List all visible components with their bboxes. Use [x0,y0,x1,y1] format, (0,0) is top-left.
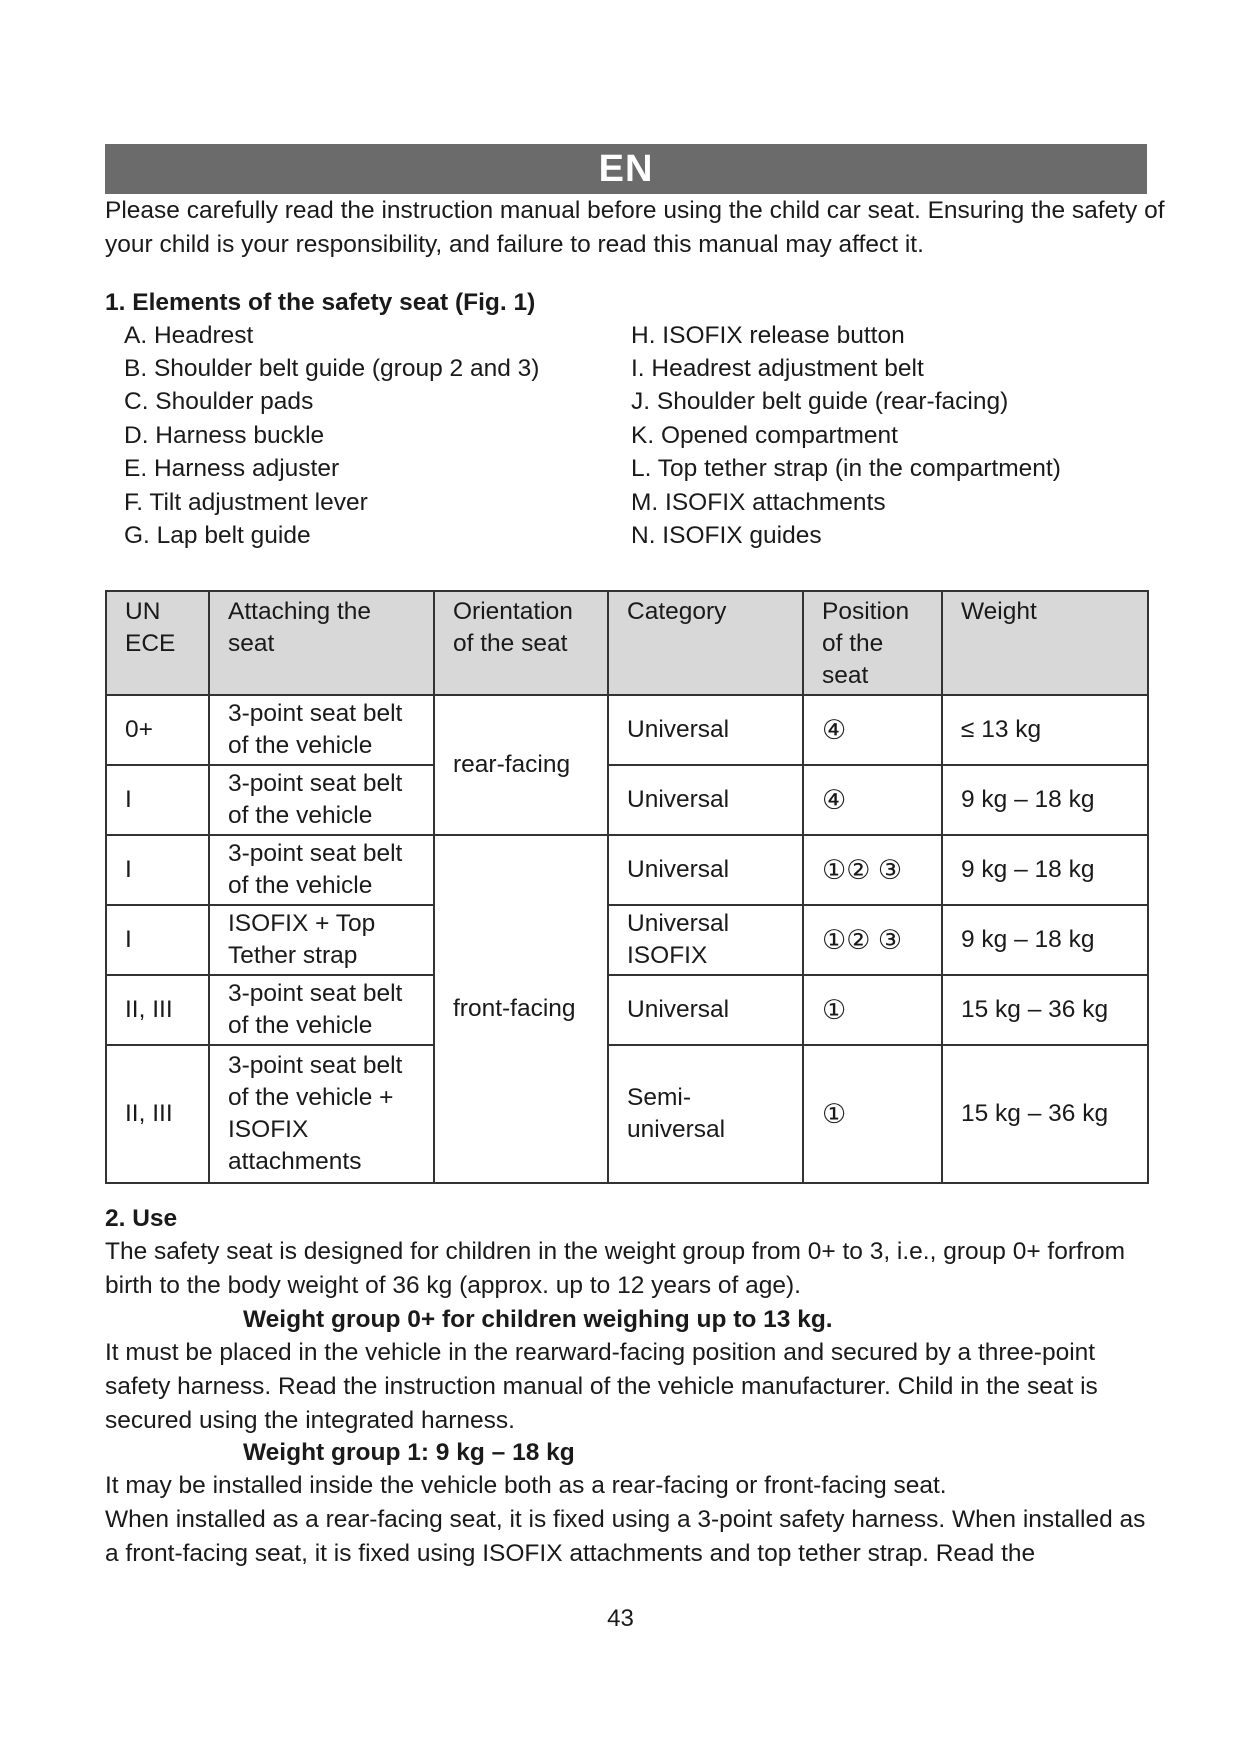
group1-title: Weight group 1: 9 kg – 18 kg [243,1439,575,1466]
page-number: 43 [607,1605,634,1632]
table-row [106,905,1148,975]
table-row [106,835,1148,905]
cell-weight: 9 kg – 18 kg [942,905,1148,975]
cell-weight: ≤ 13 kg [942,695,1148,765]
table-header-row [106,591,1148,695]
element-item: I. Headrest adjustment belt [631,355,924,382]
cell-group: I [106,905,209,975]
element-item: A. Headrest [124,322,254,349]
cell-attach: 3-point seat belt of the vehicle [209,765,434,835]
section2-intro: The safety seat is designed for children in the weight group from 0+ to 3, i.e., group 0+ forfrom birth to the body weight of 36 kg (approx. up to 12 years of age). [105,1238,1126,1299]
group1-text-1: It may be installed inside the vehicle both as a rear-facing or front-facing seat. [105,1472,947,1499]
cell-group: II, III [106,975,209,1045]
header-position: Position of the seat [803,591,942,695]
element-item: J. Shoulder belt guide (rear-facing) [631,388,1009,415]
cell-category: Universal [608,695,803,765]
cell-position: ④ [803,695,942,765]
header-weight: Weight [942,591,1148,695]
section2-title: 2. Use [105,1205,178,1232]
group0-title: Weight group 0+ for children weighing up to 13 kg. [243,1306,833,1333]
cell-category: Universal [608,975,803,1045]
cell-position: ①② ③ [803,835,942,905]
cell-weight: 15 kg – 36 kg [942,1045,1148,1183]
table-row [106,1045,1148,1183]
cell-orientation-front: front-facing [434,835,608,1183]
element-item: F. Tilt adjustment lever [124,489,368,516]
element-item: G. Lap belt guide [124,522,311,549]
cell-category: Semi-universal [608,1045,803,1183]
section1-title: 1. Elements of the safety seat (Fig. 1) [105,289,536,316]
element-item: B. Shoulder belt guide (group 2 and 3) [124,355,540,382]
language-code: EN [598,148,654,190]
element-item: N. ISOFIX guides [631,522,822,549]
cell-weight: 9 kg – 18 kg [942,765,1148,835]
cell-group: 0+ [106,695,209,765]
cell-position: ④ [803,765,942,835]
header-attaching: Attaching the seat [209,591,434,695]
group0-text: It must be placed in the vehicle in the rearward-facing position and secured by a three-point safety harness. Read the instruction manual of the vehicle manufacturer. Child in the seat is secured using the integrated harness. [105,1339,1098,1434]
cell-group: II, III [106,1045,209,1183]
element-item: H. ISOFIX release button [631,322,905,349]
group1-text-2: When installed as a rear-facing seat, it is fixed using a 3-point safety harness. When installed as a front-facing seat, it is fixed using ISOFIX attachments and top tether strap. Read the [105,1506,1146,1567]
cell-position: ① [803,975,942,1045]
element-item: E. Harness adjuster [124,455,340,482]
cell-attach: 3-point seat belt of the vehicle [209,835,434,905]
table-row [106,695,1148,765]
element-item: L. Top tether strap (in the compartment) [631,455,1061,482]
cell-attach: 3-point seat belt of the vehicle [209,695,434,765]
header-un-ece: UN ECE [106,591,209,695]
element-item: M. ISOFIX attachments [631,489,886,516]
cell-weight: 9 kg – 18 kg [942,835,1148,905]
cell-category: Universal [608,765,803,835]
element-item: K. Opened compartment [631,422,898,449]
cell-attach: 3-point seat belt of the vehicle [209,975,434,1045]
cell-position: ①② ③ [803,905,942,975]
element-item: C. Shoulder pads [124,388,314,415]
table-row [106,975,1148,1045]
cell-group: I [106,765,209,835]
cell-position: ① [803,1045,942,1183]
cell-attach: ISOFIX + Top Tether strap [209,905,434,975]
intro-paragraph: Please carefully read the instruction manual before using the child car seat. Ensuring the safety of your child is your responsibility, and failure to read this manual may affect it. [105,197,1165,258]
header-category: Category [608,591,803,695]
table-row [106,765,1148,835]
cell-group: I [106,835,209,905]
cell-weight: 15 kg – 36 kg [942,975,1148,1045]
cell-category: Universal ISOFIX [608,905,803,975]
seat-category-table [105,590,1149,1184]
language-header-bar [105,144,1147,194]
cell-attach: 3-point seat belt of the vehicle + ISOFIX attachments [209,1045,434,1183]
header-orientation: Orientation of the seat [434,591,608,695]
element-item: D. Harness buckle [124,422,325,449]
cell-orientation-rear: rear-facing [434,695,608,835]
cell-category: Universal [608,835,803,905]
